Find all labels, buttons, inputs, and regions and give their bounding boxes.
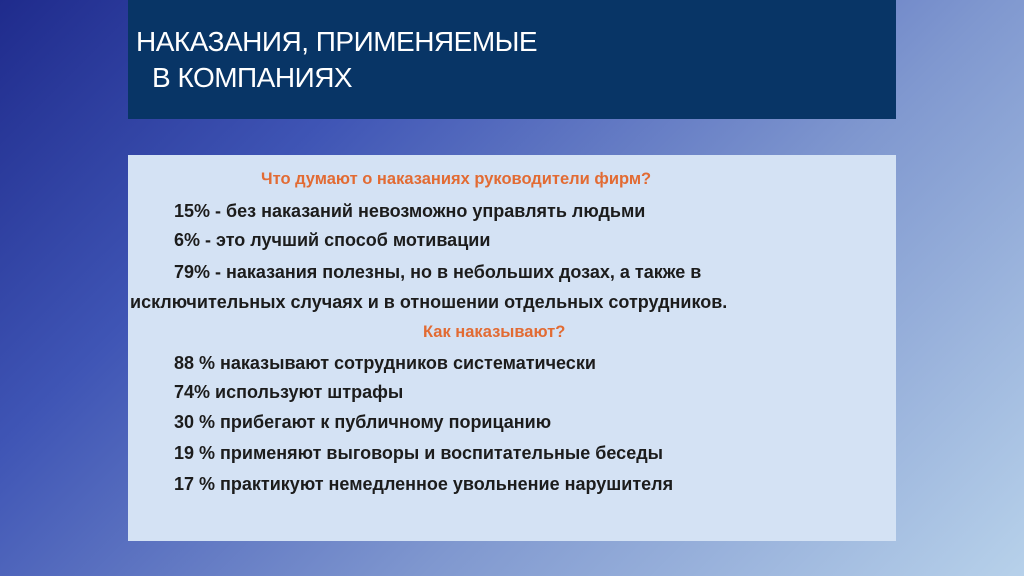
list-item: 6% - это лучший способ мотивации (174, 230, 491, 250)
list-item: 15% - без наказаний невозможно управлять людьми (174, 201, 646, 221)
section-heading-methods: Как наказывают? (423, 323, 566, 341)
list-item-continuation: исключительных случаях и в отношении отдельных сотрудников. (130, 292, 728, 312)
list-item: 19 % применяют выговоры и воспитательные беседы (174, 443, 664, 463)
list-item: 17 % практикуют немедленное увольнение нарушителя (174, 474, 674, 494)
section-heading-opinions: Что думают о наказаниях руководители фирм? (261, 170, 652, 188)
slide-title-line-1: НАКАЗАНИЯ, ПРИМЕНЯЕМЫЕ (136, 26, 538, 57)
list-item: 30 % прибегают к публичному порицанию (174, 412, 552, 432)
list-item: 88 % наказывают сотрудников систематически (174, 353, 596, 373)
title-banner (128, 0, 896, 119)
slide-title-line-2: В КОМПАНИЯХ (152, 62, 353, 93)
list-item: 74% используют штрафы (174, 382, 404, 402)
list-item: 79% - наказания полезны, но в небольших дозах, а также в (174, 262, 702, 282)
content-panel (128, 155, 896, 541)
